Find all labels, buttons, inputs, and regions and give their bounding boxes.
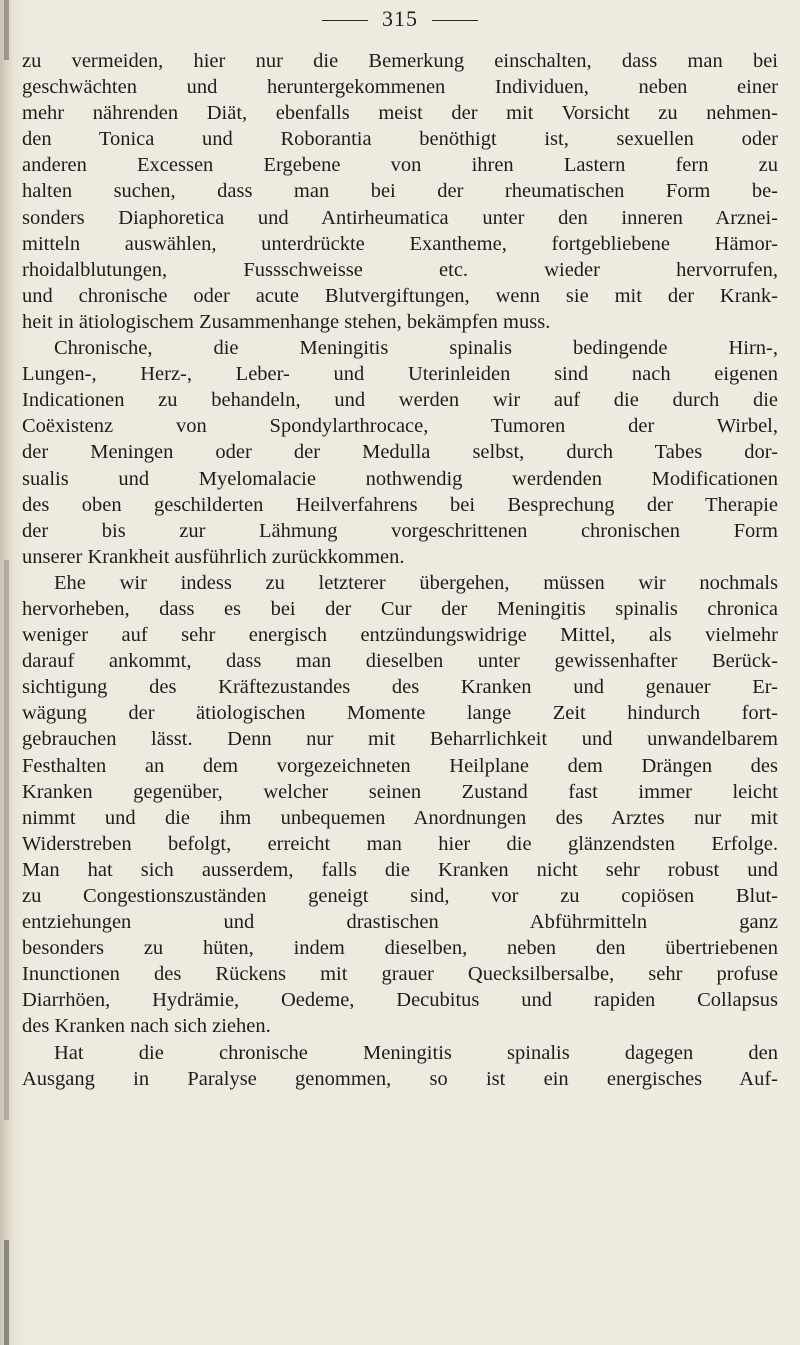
text-line: Chronische, die Meningitis spinalis bedingende Hirn-,: [54, 337, 778, 360]
header-rule-right: [432, 20, 478, 21]
header-rule-left: [322, 20, 368, 21]
text-line: Ehe wir indess zu letzterer übergehen, müssen wir nochmals: [54, 571, 778, 594]
page-number: 315: [382, 6, 418, 31]
page-gutter: [0, 0, 14, 1345]
text-line: wägung der ätiologischen Momente lange Zeit hindurch fort-: [22, 702, 778, 725]
text-line: weniger auf sehr energisch entzündungswidrige Mittel, als vielmehr: [22, 624, 778, 647]
text-line: Coëxistenz von Spondylarthrocace, Tumoren der Wirbel,: [22, 415, 778, 438]
text-line: zu vermeiden, hier nur die Bemerkung einschalten, dass man bei: [22, 50, 778, 72]
text-line: den Tonica und Roborantia benöthigt ist, sexuellen oder: [22, 128, 778, 151]
text-line: Indicationen zu behandeln, und werden wir auf die durch die: [22, 389, 778, 412]
body-text: [22, 48, 778, 1092]
text-line: besonders zu hüten, indem dieselben, neben den übertriebenen: [22, 937, 778, 960]
text-line: gebrauchen lässt. Denn nur mit Beharrlichkeit und unwandelbarem: [22, 728, 778, 751]
text-line: mitteln auswählen, unterdrückte Exantheme, fortgebliebene Hämor-: [22, 232, 778, 255]
text-line: unserer Krankheit ausführlich zurückkommen.: [22, 545, 405, 568]
text-line: hervorheben, dass es bei der Cur der Meningitis spinalis chronica: [22, 597, 778, 620]
binding-shadow: [4, 1240, 9, 1345]
text-line: sualis und Myelomalacie nothwendig werdenden Modificationen: [22, 467, 778, 490]
text-line: Lungen-, Herz-, Leber- und Uterinleiden sind nach eigenen: [22, 363, 778, 386]
text-line: Widerstreben befolgt, erreicht man hier die glänzendsten Erfolge.: [22, 832, 778, 855]
binding-shadow: [4, 560, 9, 1120]
text-line: geschwächten und heruntergekommenen Individuen, neben einer: [22, 76, 778, 99]
text-line: sichtigung des Kräftezustandes des Kranken und genauer Er-: [22, 676, 778, 699]
text-line: des oben geschilderten Heilverfahrens bei Besprechung der Therapie: [22, 493, 778, 516]
text-line: mehr nährenden Diät, ebenfalls meist der mit Vorsicht zu nehmen-: [22, 102, 778, 125]
text-line: Hat die chronische Meningitis spinalis dagegen den: [54, 1041, 778, 1064]
text-line: sonders Diaphoretica und Antirheumatica unter den inneren Arznei-: [22, 206, 778, 229]
text-line: Festhalten an dem vorgezeichneten Heilplane dem Drängen des: [22, 754, 778, 777]
text-line: Diarrhöen, Hydrämie, Oedeme, Decubitus und rapiden Collapsus: [22, 989, 778, 1012]
text-line: Inunctionen des Rückens mit grauer Quecksilbersalbe, sehr profuse: [22, 963, 778, 986]
text-line: des Kranken nach sich ziehen.: [22, 1015, 271, 1038]
text-line: entziehungen und drastischen Abführmitteln ganz: [22, 911, 778, 934]
text-line: nimmt und die ihm unbequemen Anordnungen des Arztes nur mit: [22, 806, 778, 829]
text-line: darauf ankommt, dass man dieselben unter gewissenhafter Berück-: [22, 650, 778, 673]
text-line: Man hat sich ausserdem, falls die Kranken nicht sehr robust und: [22, 858, 778, 881]
text-line: zu Congestionszuständen geneigt sind, vor zu copiösen Blut-: [22, 885, 778, 907]
text-line: rhoidalblutungen, Fussschweisse etc. wieder hervorrufen,: [22, 258, 778, 281]
text-line: und chronische oder acute Blutvergiftungen, wenn sie mit der Krank-: [22, 284, 778, 307]
text-line: heit in ätiologischem Zusammenhange stehen, bekämpfen muss.: [22, 310, 551, 333]
page-header: [0, 6, 800, 32]
text-line: der Meningen oder der Medulla selbst, durch Tabes dor-: [22, 441, 778, 464]
text-line: halten suchen, dass man bei der rheumatischen Form be-: [22, 180, 778, 203]
text-line: anderen Excessen Ergebene von ihren Lastern fern zu: [22, 154, 778, 177]
text-line: Ausgang in Paralyse genommen, so ist ein energisches Auf-: [22, 1067, 778, 1090]
text-line: Kranken gegenüber, welcher seinen Zustand fast immer leicht: [22, 780, 778, 803]
text-line: der bis zur Lähmung vorgeschrittenen chronischen Form: [22, 519, 778, 542]
